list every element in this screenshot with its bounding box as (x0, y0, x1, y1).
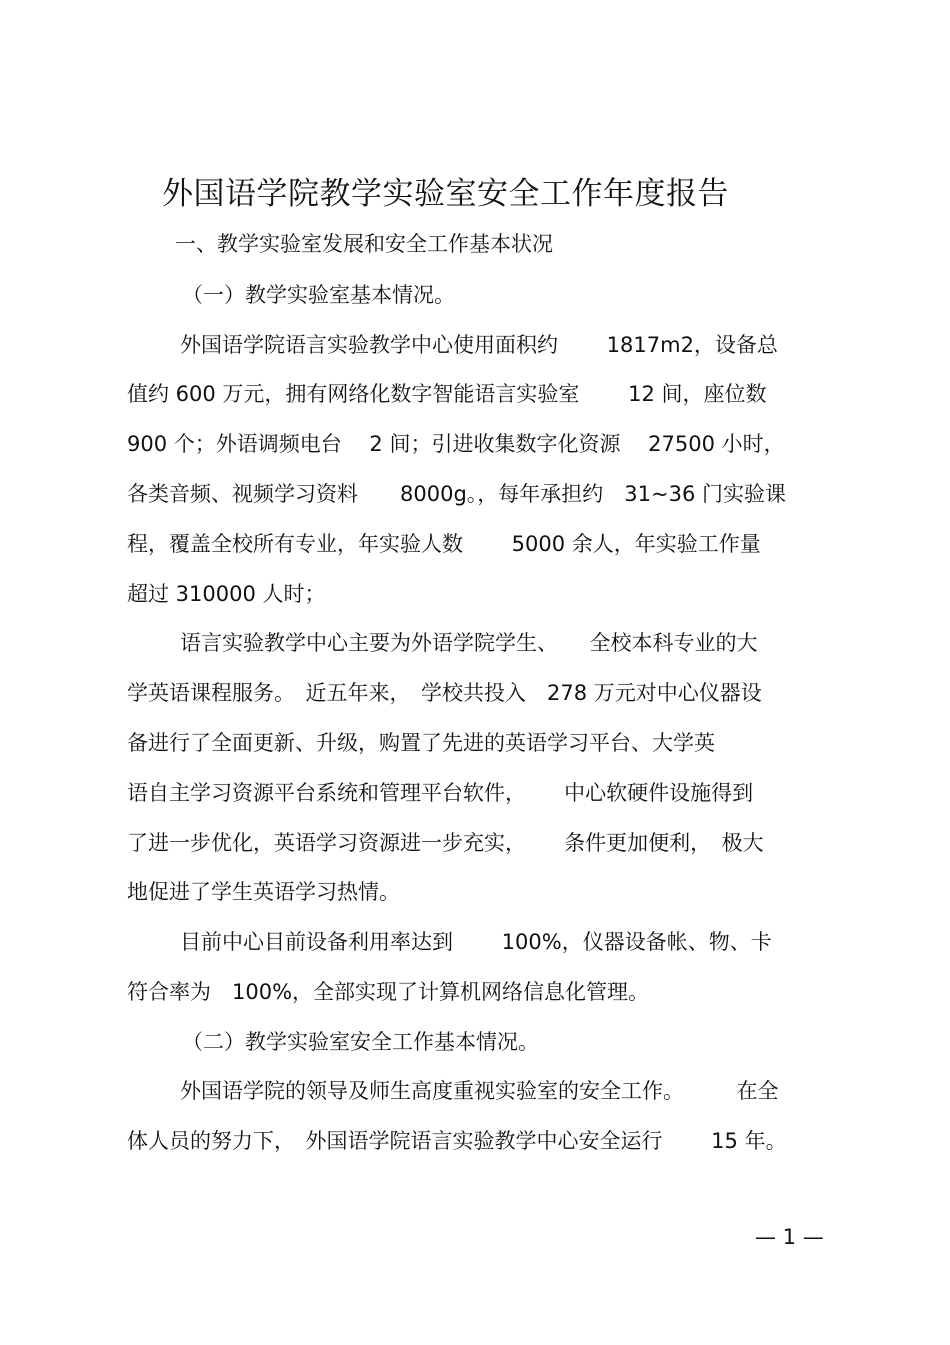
paragraph-line: 语言实验教学中心主要为外语学院学生、 全校本科专业的大 (180, 631, 758, 655)
page-number: — 1 — (755, 1225, 824, 1249)
paragraph-line: 地促进了学生英语学习热情。 (127, 880, 400, 904)
document-title: 外国语学院教学实验室安全工作年度报告 (162, 176, 729, 212)
subsection-heading: （二）教学实验室安全工作基本情况。 (182, 1030, 539, 1054)
paragraph-line: 值约 600 万元，拥有网络化数字智能语言实验室 12 间，座位数 (127, 382, 767, 406)
paragraph-line: 符合率为 100%，全部实现了计算机网络信息化管理。 (127, 980, 650, 1004)
subsection-heading: （一）教学实验室基本情况。 (182, 283, 455, 307)
paragraph-line: 了进一步优化，英语学习资源进一步充实， 条件更加便利， 极大 (127, 831, 764, 855)
section-heading: 一、教学实验室发展和安全工作基本状况 (175, 232, 553, 256)
paragraph-line: 外国语学院的领导及师生高度重视实验室的安全工作。 在全 (180, 1079, 779, 1103)
paragraph-line: 目前中心目前设备利用率达到 100%，仪器设备帐、物、卡 (180, 930, 772, 954)
paragraph-line: 学英语课程服务。 近五年来， 学校共投入 278 万元对中心仪器设 (127, 681, 762, 705)
paragraph-line: 体人员的努力下， 外国语学院语言实验教学中心安全运行 15 年。 (127, 1129, 787, 1153)
paragraph-line: 各类音频、视频学习资料 8000g。，每年承担约 31~36 门实验课 (127, 482, 786, 506)
paragraph-line: 超过 310000 人时； (127, 582, 326, 606)
paragraph-line: 语自主学习资源平台系统和管理平台软件， 中心软硬件设施得到 (127, 781, 754, 805)
paragraph-line: 程，覆盖全校所有专业，年实验人数 5000 余人，年实验工作量 (127, 532, 761, 556)
paragraph-line: 900 个；外语调频电台 2 间；引进收集数字化资源 27500 小时， (127, 432, 785, 456)
paragraph-line: 外国语学院语言实验教学中心使用面积约 1817m2，设备总 (180, 333, 778, 357)
paragraph-line: 备进行了全面更新、升级，购置了先进的英语学习平台、大学英 (127, 731, 715, 755)
